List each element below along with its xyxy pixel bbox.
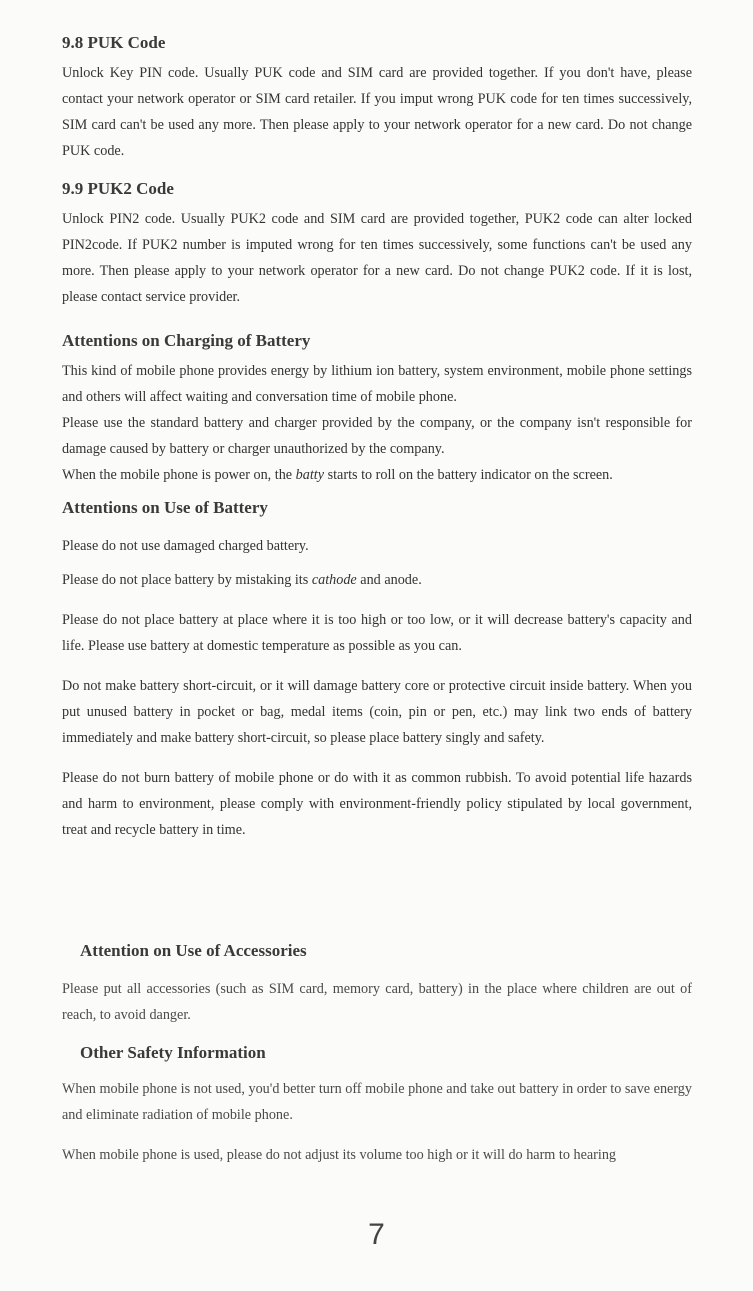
section-charging-battery [62,330,692,488]
battery-p2-emphasis: cathode [311,572,357,588]
charging-p3-after: starts to roll on the battery indicator on the screen. [324,467,613,483]
section-accessories [80,940,692,962]
heading-charging-battery: Attentions on Charging of Battery [62,331,311,350]
heading-puk2-code: 9.9 PUK2 Code [62,179,174,198]
charging-paragraph-3 [62,462,692,488]
battery-paragraph-3: Please do not place battery at place where it is too high or too low, or it will decrease battery's capacity and life. Please use battery at domestic temperature as possible as you can. [62,612,692,654]
charging-paragraph-1: This kind of mobile phone provides energy by lithium ion battery, system environment, mobile phone settings and others will affect waiting and conversation time of mobile phone. [62,363,692,405]
page-number: 7 [368,1218,385,1251]
section-other-safety [80,1042,692,1064]
other-safety-paragraph-1: When mobile phone is not used, you'd better turn off mobile phone and take out battery in order to save energy and eliminate radiation of mobile phone. [62,1081,692,1123]
other-safety-body [62,1076,692,1168]
battery-paragraph-2 [62,567,692,593]
heading-puk-code: 9.8 PUK Code [62,33,166,52]
battery-paragraph-5: Please do not burn battery of mobile phone or do with it as common rubbish. To avoid potential life hazards and harm to environment, please comply with environment-friendly policy stipulated by local government, treat and recycle battery in time. [62,770,692,838]
battery-p2-after: and anode. [356,572,422,588]
heading-accessories: Attention on Use of Accessories [80,941,307,960]
section-use-of-battery [62,497,692,843]
puk2-code-text: Unlock PIN2 code. Usually PUK2 code and SIM card are provided together, PUK2 code can alter locked PIN2code. If PUK2 number is imputed wrong for ten times successively, some functions can't be used any more. Then please apply to your network operator for a new card. Do not change PUK2 code. If it is lost, please contact service provider. [62,211,692,305]
accessories-text: Please put all accessories (such as SIM card, memory card, battery) in the place where children are out of reach, to avoid danger. [62,981,692,1023]
accessories-body [62,976,692,1028]
charging-p3-before: When the mobile phone is power on, the [62,467,296,483]
battery-p2-before: Please do not place battery by mistaking its [62,572,312,588]
battery-paragraph-1: Please do not use damaged charged battery. [62,538,309,554]
charging-p3-emphasis: batty [295,467,325,483]
other-safety-paragraph-2: When mobile phone is used, please do not adjust its volume too high or it will do harm to hearing [62,1147,617,1163]
section-puk-code [62,32,692,164]
puk-code-text: Unlock Key PIN code. Usually PUK code and SIM card are provided together. If you don't have, please contact your network operator or SIM card retailer. If you imput wrong PUK code for ten times successively, SIM card can't be used any more. Then please apply to your network operator for a new card. Do not change PUK code. [62,65,692,159]
charging-paragraph-2: Please use the standard battery and charger provided by the company, or the company isn't responsible for damage caused by battery or charger unauthorized by the company. [62,415,692,457]
heading-other-safety: Other Safety Information [80,1043,266,1062]
battery-paragraph-4: Do not make battery short-circuit, or it will damage battery core or protective circuit inside battery. When you put unused battery in pocket or bag, medal items (coin, pin or pen, etc.) may link two ends of battery immediately and make battery short-circuit, so please place battery singly and safety. [62,678,692,746]
section-puk2-code [62,178,692,310]
heading-use-of-battery: Attentions on Use of Battery [62,498,268,517]
